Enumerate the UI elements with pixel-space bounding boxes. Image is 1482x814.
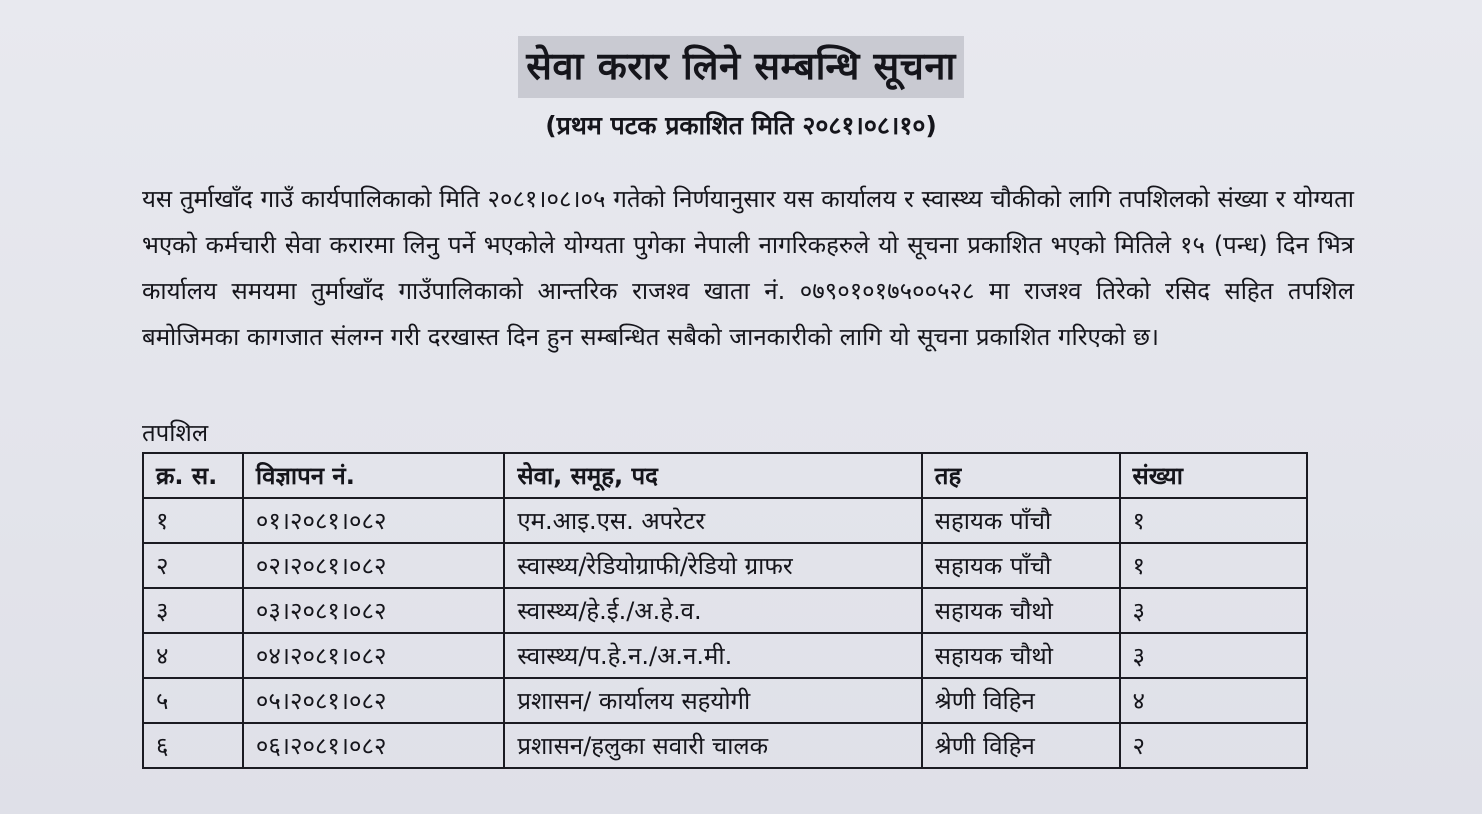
cell-advertisement-no: ०२।२०८१।०८२	[243, 543, 504, 588]
cell-level: श्रेणी विहिन	[922, 723, 1120, 768]
cell-level: सहायक चौथो	[922, 588, 1120, 633]
title-block	[0, 36, 1482, 98]
notice-body: यस तुर्माखाँद गाउँ कार्यपालिकाको मिति २०८१।०८।०५ गतेको निर्णयानुसार यस कार्यालय र स्वास्थ्य चौकीको लागि तपशिलको संख्या र योग्यता भएको कर्मचारी सेवा करारमा लिनु पर्ने भएकोले योग्यता पुगेका नेपाली नागरिकहरुले यो सूचना प्रकाशित भएको मितिले १५ (पन्ध) दिन भित्र कार्यालय समयमा तुर्माखाँद गाउँपालिकाको आन्तरिक राजश्व खाता नं. ०७९०१०१७५००५२८ मा राजश्व तिरेको रसिद सहित तपशिल बमोजिमका कागजात संलग्न गरी दरखास्त दिन हुन सम्बन्धित सबैको जानकारीको लागि यो सूचना प्रकाशित गरिएको छ।	[142, 185, 1354, 351]
header-count: संख्या	[1120, 453, 1307, 498]
cell-count: ३	[1120, 633, 1307, 678]
notice-subtitle: (प्रथम पटक प्रकाशित मिति २०८१।०८।१०)	[545, 111, 937, 140]
cell-advertisement-no: ०५।२०८१।०८२	[243, 678, 504, 723]
table-row	[143, 678, 1307, 723]
cell-count: ३	[1120, 588, 1307, 633]
table-label: तपशिल	[142, 419, 209, 447]
table-row	[143, 723, 1307, 768]
table-header-row	[143, 453, 1307, 498]
cell-post: प्रशासन/ कार्यालय सहयोगी	[504, 678, 921, 723]
cell-level: सहायक पाँचौ	[922, 543, 1120, 588]
cell-post: एम.आइ.एस. अपरेटर	[504, 498, 921, 543]
cell-count: ४	[1120, 678, 1307, 723]
table-row	[143, 498, 1307, 543]
cell-count: १	[1120, 543, 1307, 588]
cell-advertisement-no: ०४।२०८१।०८२	[243, 633, 504, 678]
cell-advertisement-no: ०६।२०८१।०८२	[243, 723, 504, 768]
cell-post: स्वास्थ्य/रेडियोग्राफी/रेडियो ग्राफर	[504, 543, 921, 588]
cell-post: प्रशासन/हलुका सवारी चालक	[504, 723, 921, 768]
table-row	[143, 543, 1307, 588]
notice-title: सेवा करार लिने सम्बन्धि सूचना	[518, 36, 964, 98]
cell-level: सहायक पाँचौ	[922, 498, 1120, 543]
cell-serial: ४	[143, 633, 243, 678]
cell-level: सहायक चौथो	[922, 633, 1120, 678]
cell-serial: १	[143, 498, 243, 543]
cell-serial: ६	[143, 723, 243, 768]
cell-post: स्वास्थ्य/हे.ई./अ.हे.व.	[504, 588, 921, 633]
cell-serial: ५	[143, 678, 243, 723]
cell-serial: ३	[143, 588, 243, 633]
cell-count: २	[1120, 723, 1307, 768]
cell-advertisement-no: ०३।२०८१।०८२	[243, 588, 504, 633]
table-row	[143, 588, 1307, 633]
cell-serial: २	[143, 543, 243, 588]
cell-post: स्वास्थ्य/प.हे.न./अ.न.मी.	[504, 633, 921, 678]
table-row	[143, 633, 1307, 678]
header-serial: क्र. स.	[143, 453, 243, 498]
header-level: तह	[922, 453, 1120, 498]
cell-level: श्रेणी विहिन	[922, 678, 1120, 723]
vacancy-table	[142, 452, 1308, 769]
cell-advertisement-no: ०१।२०८१।०८२	[243, 498, 504, 543]
cell-count: १	[1120, 498, 1307, 543]
header-advertisement-no: विज्ञापन नं.	[243, 453, 504, 498]
header-service-group-post: सेवा, समूह, पद	[504, 453, 921, 498]
